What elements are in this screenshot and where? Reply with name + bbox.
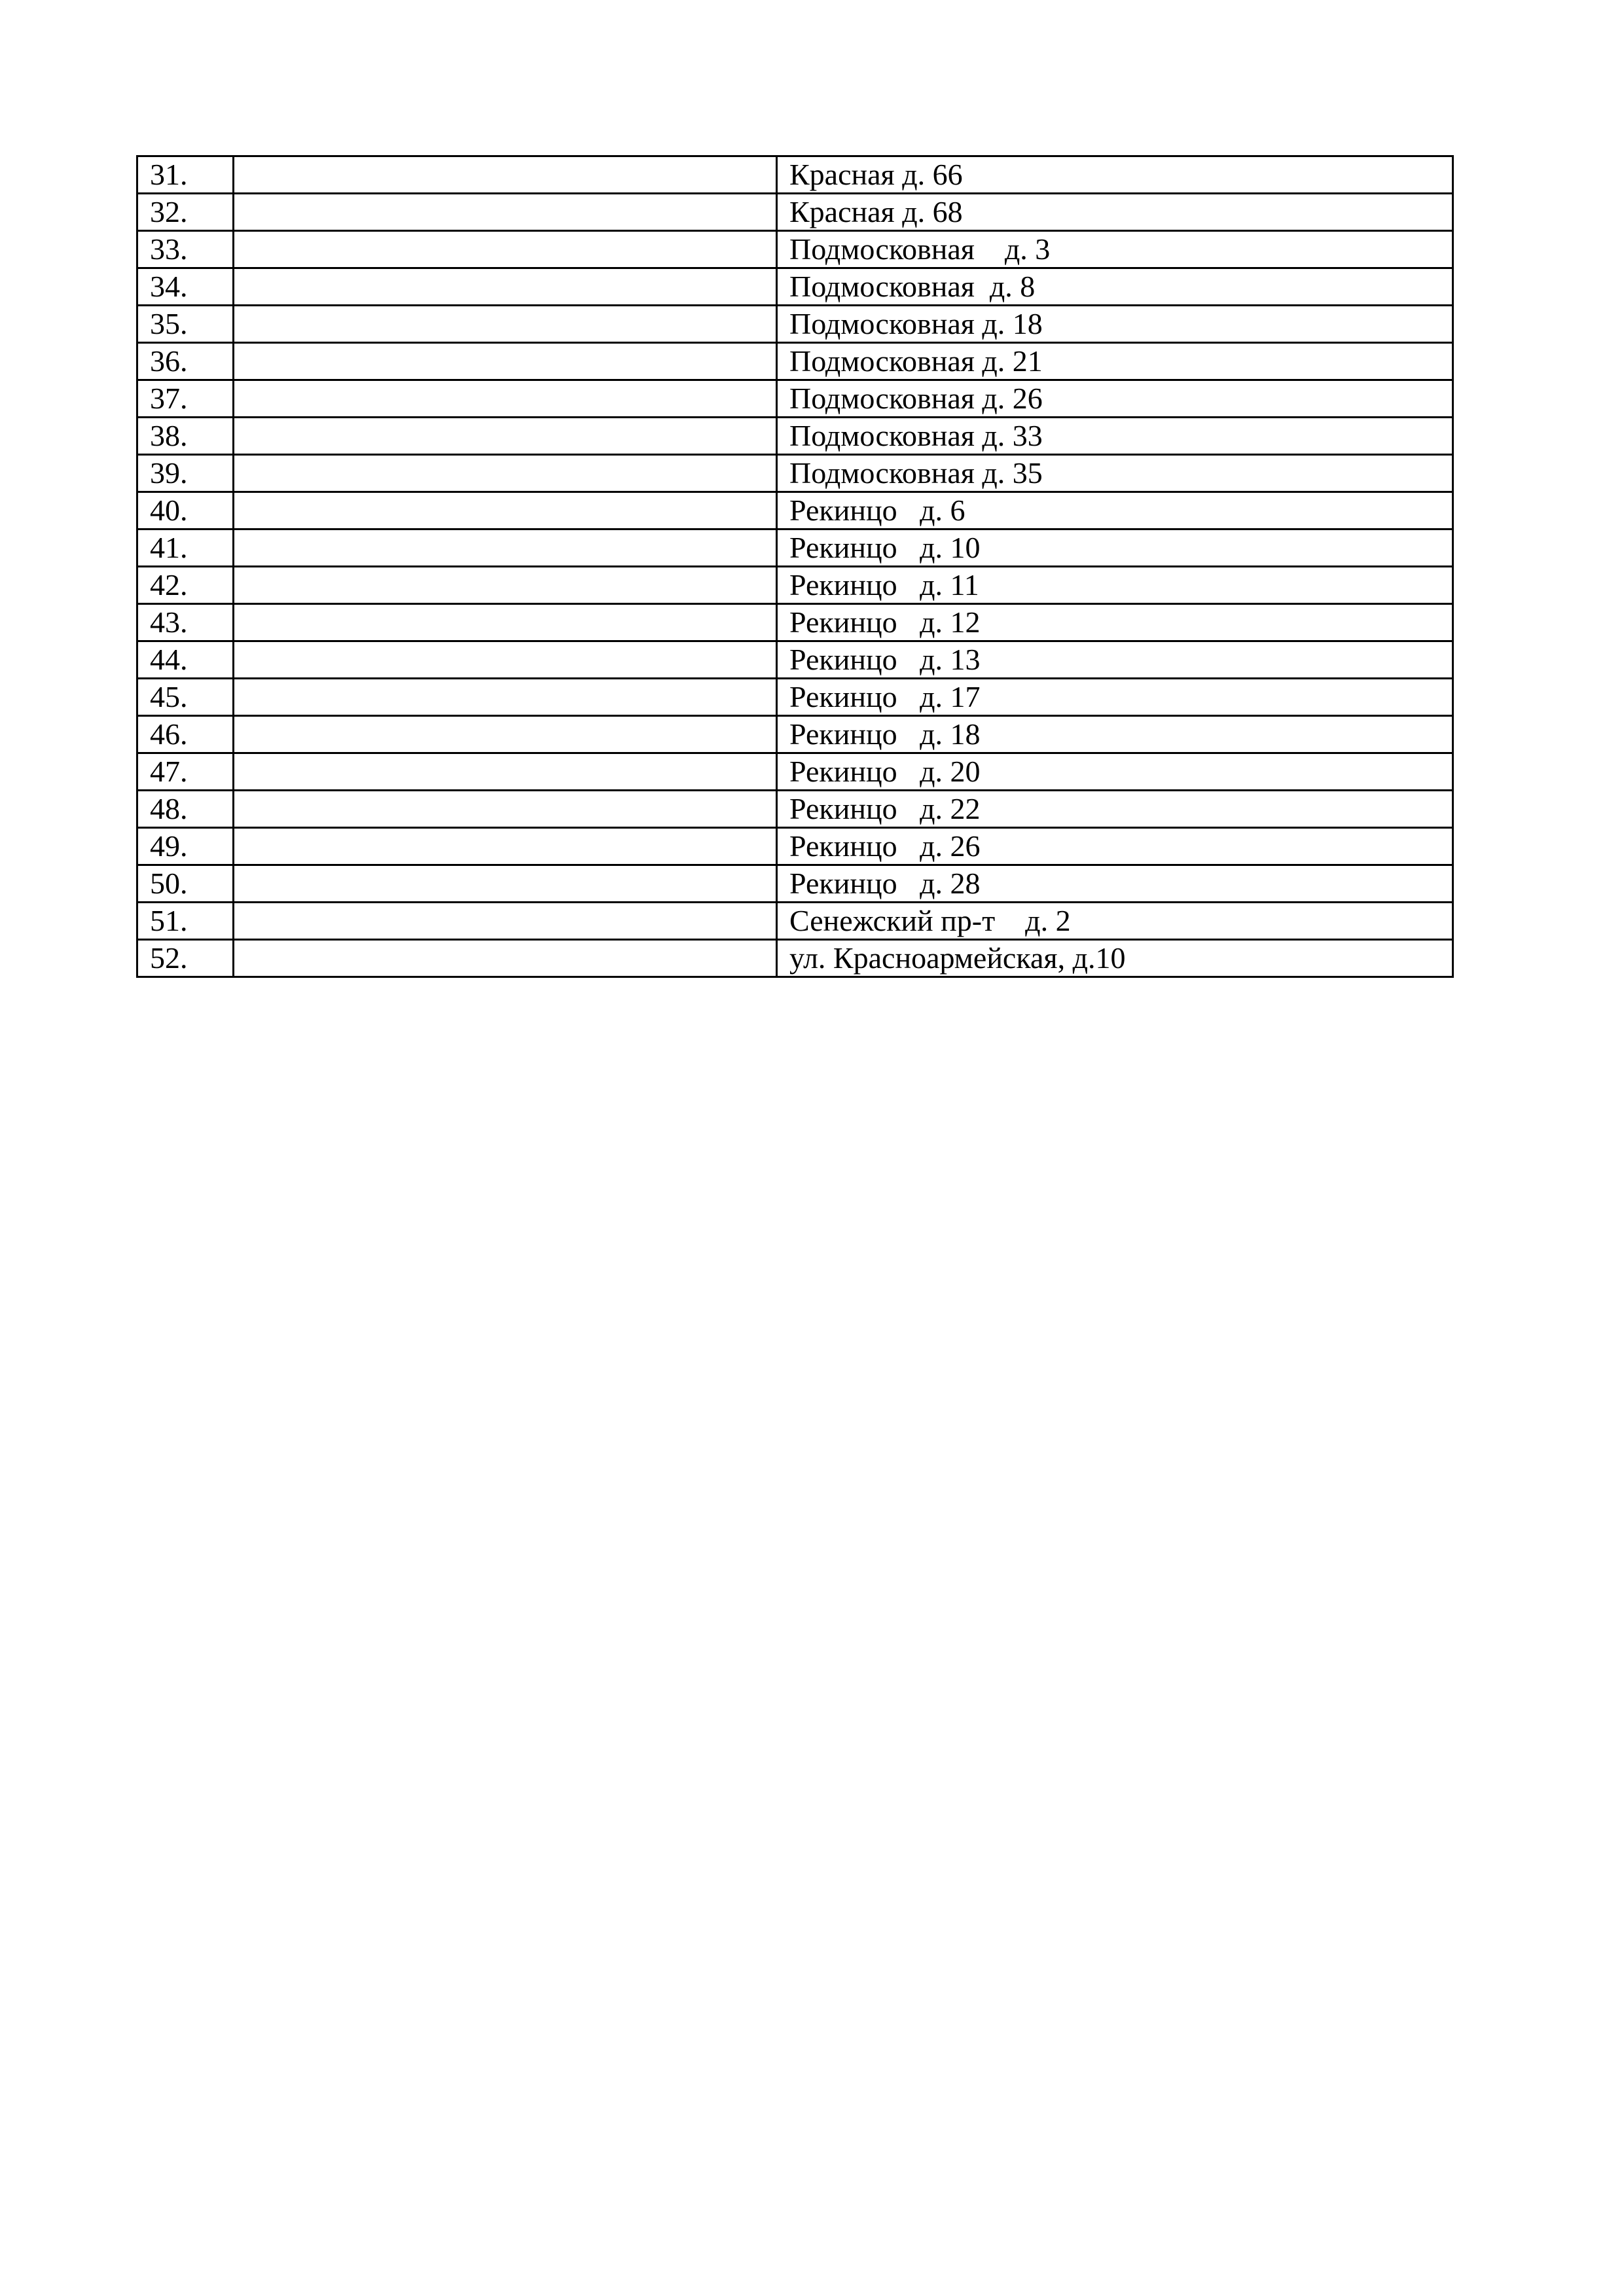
row-address-cell: Рекинцо д. 11	[777, 567, 1453, 604]
row-number-cell: 47.	[137, 753, 234, 791]
table-row	[137, 753, 1453, 791]
table-row	[137, 679, 1453, 716]
table-row	[137, 828, 1453, 865]
table-row	[137, 343, 1453, 380]
row-name-cell	[234, 716, 777, 753]
row-name-cell	[234, 865, 777, 903]
table-row	[137, 604, 1453, 641]
table-row	[137, 380, 1453, 418]
row-number-cell: 46.	[137, 716, 234, 753]
row-number-cell: 50.	[137, 865, 234, 903]
table-row	[137, 940, 1453, 977]
table-row	[137, 791, 1453, 828]
row-name-cell	[234, 903, 777, 940]
row-address-cell: Рекинцо д. 13	[777, 641, 1453, 679]
table-row	[137, 641, 1453, 679]
row-address-cell: Рекинцо д. 18	[777, 716, 1453, 753]
row-address-cell: Рекинцо д. 10	[777, 529, 1453, 567]
row-number-cell: 51.	[137, 903, 234, 940]
row-number-cell: 32.	[137, 194, 234, 231]
row-address-cell: Рекинцо д. 17	[777, 679, 1453, 716]
row-name-cell	[234, 380, 777, 418]
row-number-cell: 43.	[137, 604, 234, 641]
row-number-cell: 38.	[137, 418, 234, 455]
row-address-cell: Подмосковная д. 8	[777, 268, 1453, 306]
row-number-cell: 40.	[137, 492, 234, 529]
row-address-cell: Подмосковная д. 21	[777, 343, 1453, 380]
table-row	[137, 306, 1453, 343]
row-name-cell	[234, 641, 777, 679]
row-name-cell	[234, 753, 777, 791]
row-number-cell: 48.	[137, 791, 234, 828]
table-row	[137, 903, 1453, 940]
row-address-cell: Сенежский пр-т д. 2	[777, 903, 1453, 940]
row-address-cell: Рекинцо д. 26	[777, 828, 1453, 865]
row-name-cell	[234, 604, 777, 641]
row-number-cell: 37.	[137, 380, 234, 418]
row-address-cell: Подмосковная д. 18	[777, 306, 1453, 343]
row-name-cell	[234, 418, 777, 455]
row-number-cell: 35.	[137, 306, 234, 343]
table-row	[137, 529, 1453, 567]
row-address-cell: Рекинцо д. 6	[777, 492, 1453, 529]
row-name-cell	[234, 940, 777, 977]
row-number-cell: 44.	[137, 641, 234, 679]
row-name-cell	[234, 455, 777, 492]
row-name-cell	[234, 492, 777, 529]
row-number-cell: 49.	[137, 828, 234, 865]
row-address-cell: Красная д. 66	[777, 156, 1453, 194]
row-address-cell: Рекинцо д. 22	[777, 791, 1453, 828]
table-row	[137, 716, 1453, 753]
row-number-cell: 52.	[137, 940, 234, 977]
row-number-cell: 39.	[137, 455, 234, 492]
row-name-cell	[234, 828, 777, 865]
row-address-cell: Подмосковная д. 3	[777, 231, 1453, 268]
row-address-cell: Рекинцо д. 12	[777, 604, 1453, 641]
table-row	[137, 231, 1453, 268]
row-number-cell: 31.	[137, 156, 234, 194]
row-address-cell: Красная д. 68	[777, 194, 1453, 231]
table-row	[137, 492, 1453, 529]
table-row	[137, 567, 1453, 604]
row-number-cell: 33.	[137, 231, 234, 268]
row-name-cell	[234, 194, 777, 231]
row-name-cell	[234, 679, 777, 716]
address-table	[136, 155, 1454, 978]
row-name-cell	[234, 567, 777, 604]
row-name-cell	[234, 306, 777, 343]
row-address-cell: ул. Красноармейская, д.10	[777, 940, 1453, 977]
row-address-cell: Рекинцо д. 28	[777, 865, 1453, 903]
row-name-cell	[234, 231, 777, 268]
table-row	[137, 268, 1453, 306]
address-table-body	[137, 156, 1453, 977]
row-number-cell: 42.	[137, 567, 234, 604]
table-row	[137, 455, 1453, 492]
row-number-cell: 34.	[137, 268, 234, 306]
row-name-cell	[234, 529, 777, 567]
row-address-cell: Подмосковная д. 35	[777, 455, 1453, 492]
table-row	[137, 865, 1453, 903]
table-row	[137, 194, 1453, 231]
row-number-cell: 36.	[137, 343, 234, 380]
row-name-cell	[234, 156, 777, 194]
table-row	[137, 156, 1453, 194]
row-name-cell	[234, 791, 777, 828]
row-name-cell	[234, 343, 777, 380]
row-name-cell	[234, 268, 777, 306]
row-address-cell: Подмосковная д. 26	[777, 380, 1453, 418]
row-address-cell: Подмосковная д. 33	[777, 418, 1453, 455]
row-number-cell: 45.	[137, 679, 234, 716]
table-row	[137, 418, 1453, 455]
row-address-cell: Рекинцо д. 20	[777, 753, 1453, 791]
row-number-cell: 41.	[137, 529, 234, 567]
